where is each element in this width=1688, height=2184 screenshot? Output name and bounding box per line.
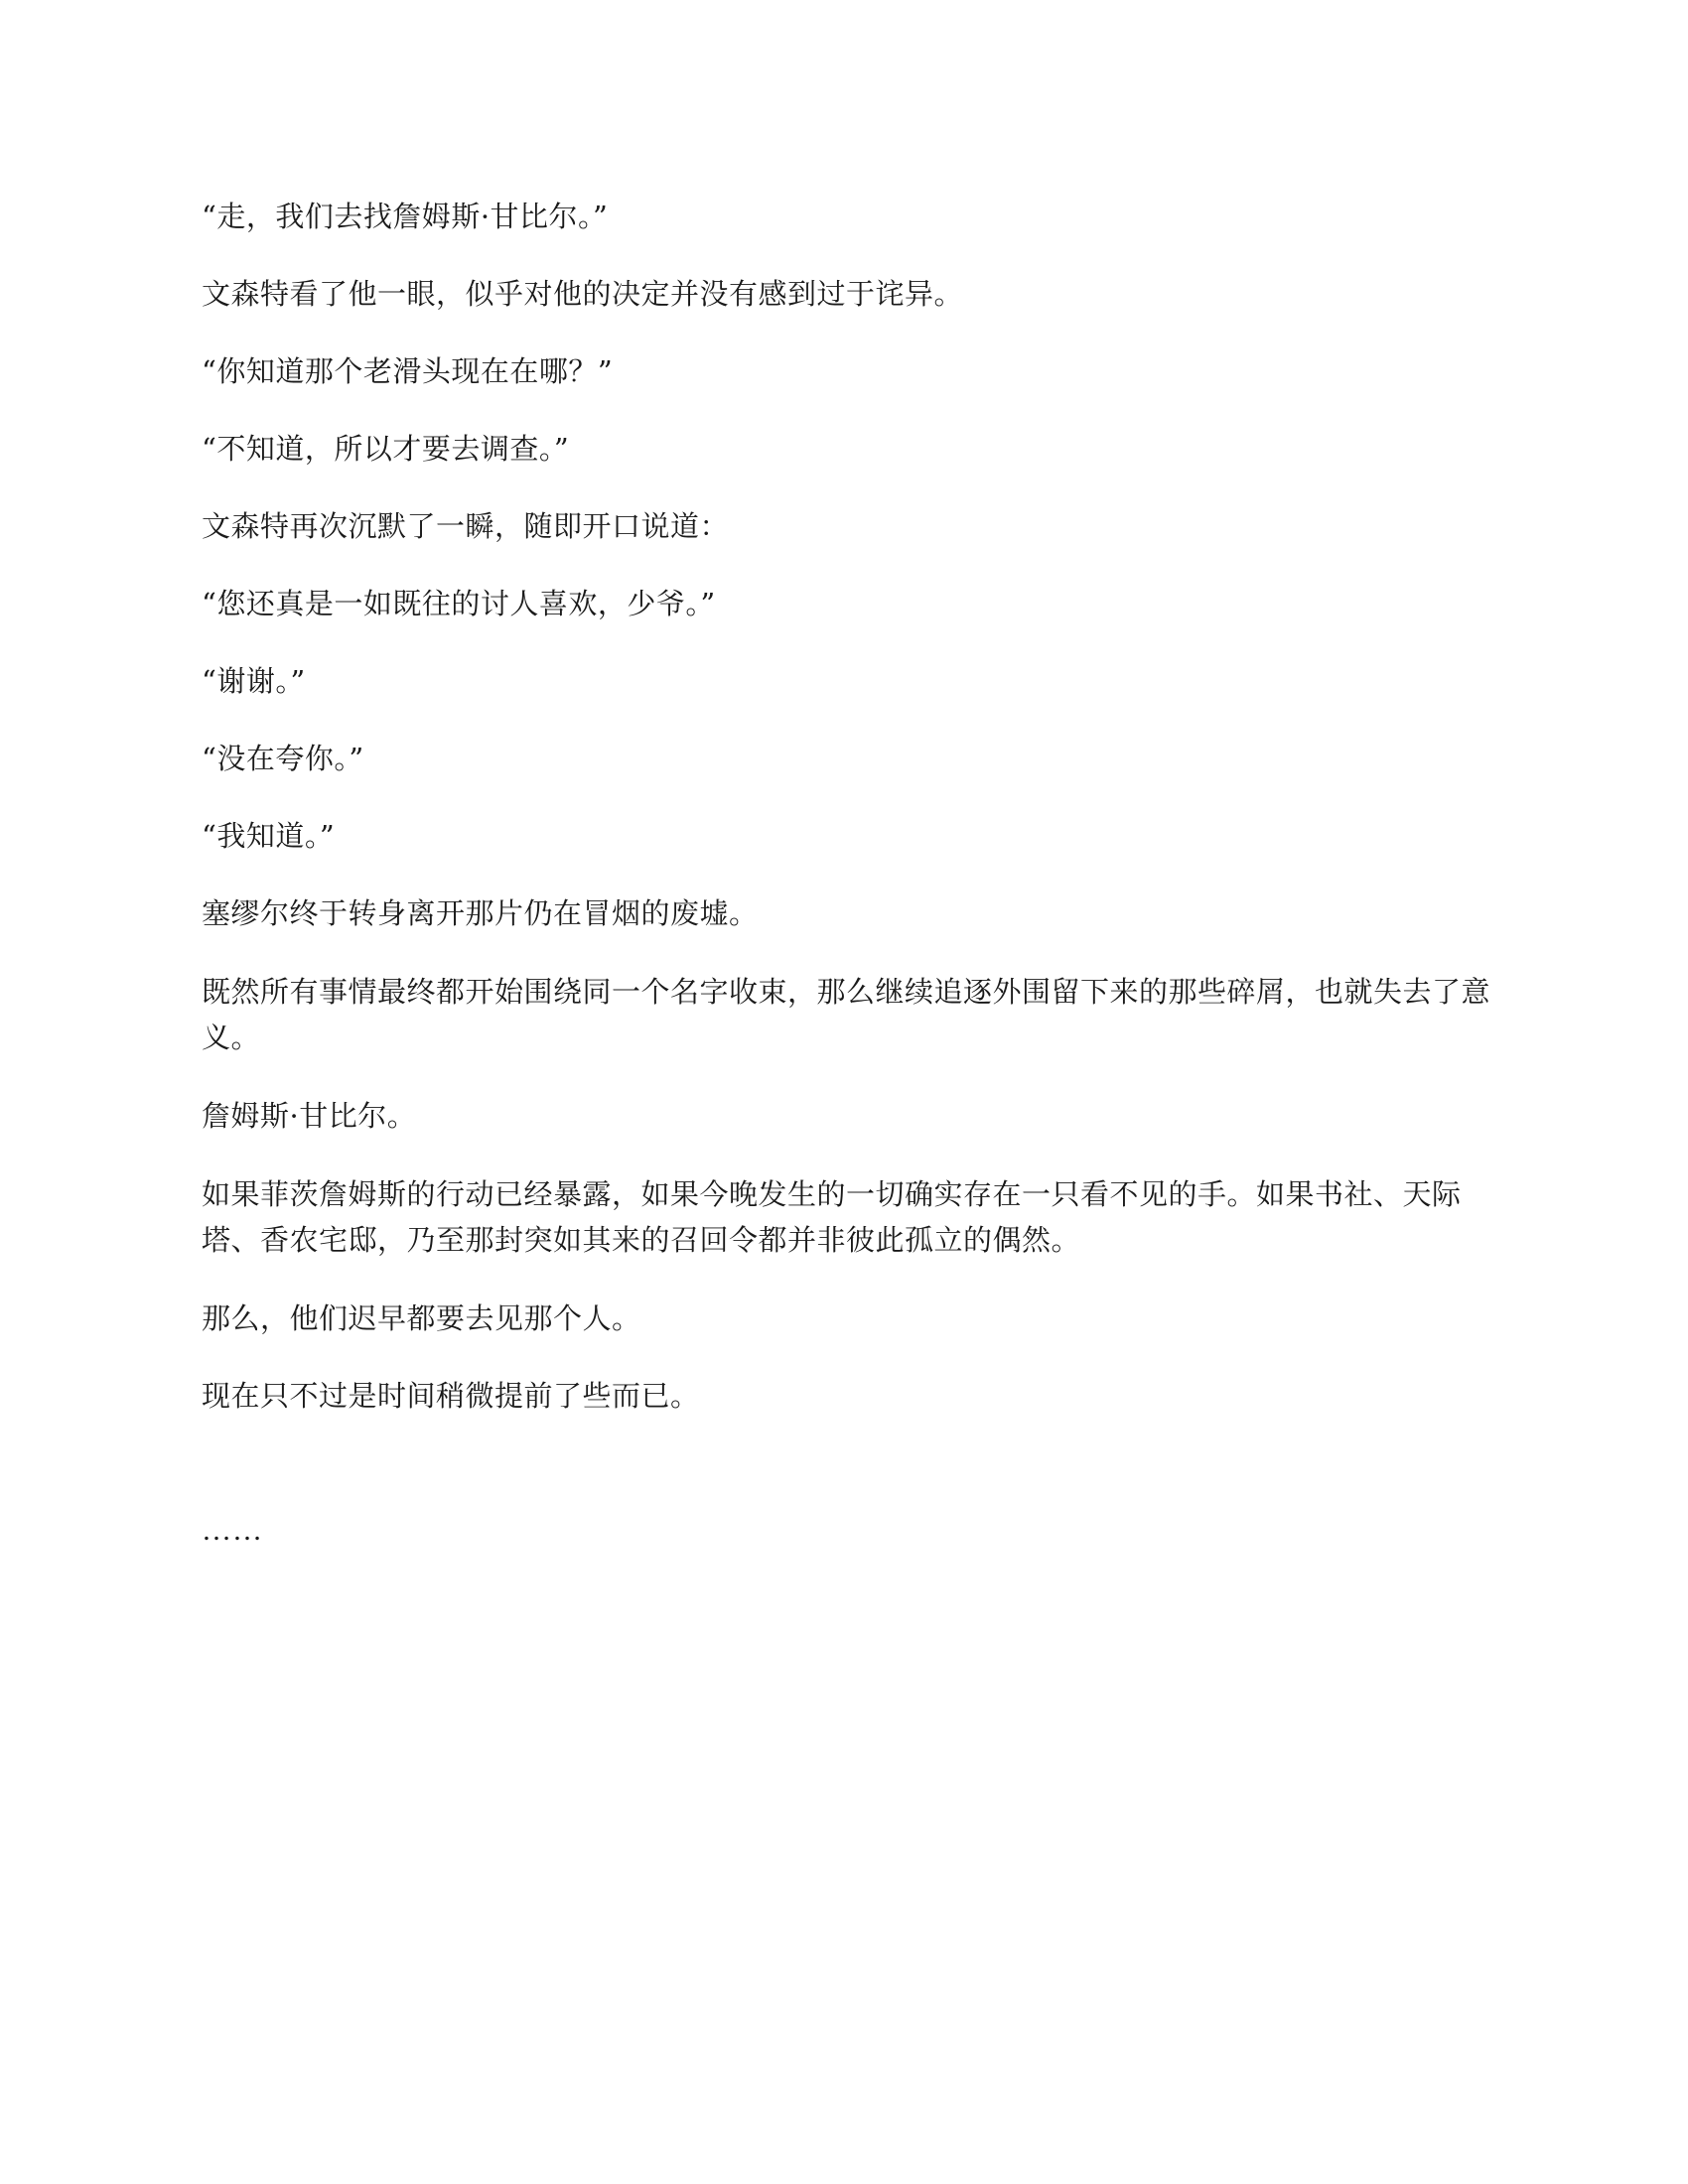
paragraph: “我知道。”	[202, 819, 336, 853]
paragraph: “你知道那个老滑头现在在哪？”	[202, 354, 614, 388]
text-body	[202, 195, 1492, 1586]
paragraph: 文森特看了他一眼，似乎对他的决定并没有感到过于诧异。	[202, 277, 964, 311]
paragraph: 塞缪尔终于转身离开那片仍在冒烟的废墟。	[202, 896, 759, 930]
paragraph: “走，我们去找詹姆斯·甘比尔。”	[202, 200, 609, 233]
paragraph: 现在只不过是时间稍微提前了些而已。	[202, 1379, 700, 1413]
paragraph: “没在夸你。”	[202, 742, 364, 775]
paragraph: “谢谢。”	[202, 664, 306, 698]
paragraph: 詹姆斯·甘比尔。	[202, 1099, 417, 1133]
paragraph: 如果菲茨詹姆斯的行动已经暴露，如果今晚发生的一切确实存在一只看不见的手。如果书社、天际塔、香农宅邸，乃至那封突如其来的召回令都并非彼此孤立的偶然。	[202, 1177, 1462, 1257]
paragraph: 文森特再次沉默了一瞬，随即开口说道：	[202, 509, 730, 543]
paragraph: “您还真是一如既往的讨人喜欢，少爷。”	[202, 587, 716, 620]
paragraph: 那么，他们迟早都要去见那个人。	[202, 1301, 641, 1335]
paragraph: 既然所有事情最终都开始围绕同一个名字收束，那么继续追逐外围留下来的那些碎屑，也就失去了意义。	[202, 975, 1491, 1054]
paragraph: “不知道，所以才要去调查。”	[202, 432, 570, 466]
section-break-ellipsis: ……	[202, 1514, 263, 1547]
